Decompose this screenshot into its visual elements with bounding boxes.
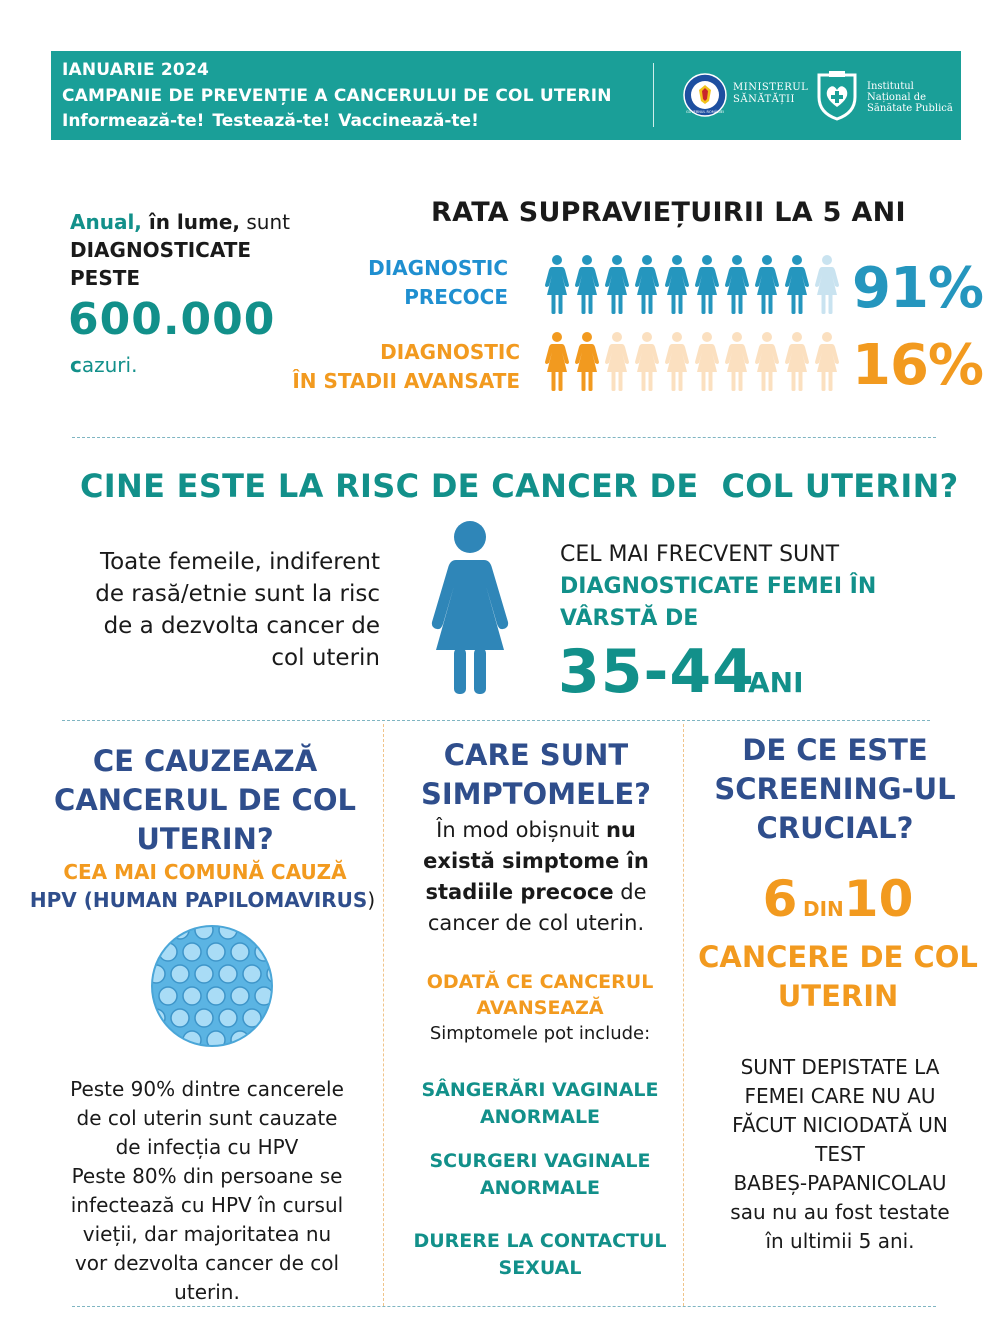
woman-icon — [575, 255, 599, 314]
virus-particle — [183, 943, 201, 961]
late-diagnosis-label — [270, 338, 520, 396]
virus-particle — [231, 987, 249, 1005]
insp-text-line-1: Institutul — [867, 81, 914, 92]
screening-text-line-5: BABEȘ-PAPANICOLAU — [733, 1171, 947, 1195]
woman-icon — [575, 332, 599, 391]
cause-line-6: vieții, dar majoritatea nu — [82, 1222, 332, 1246]
screening-text-line-7: în ultimii 5 ani. — [765, 1229, 915, 1253]
virus-particle — [243, 965, 261, 983]
annual-label: Anual, — [70, 210, 142, 234]
screening-cancers-line-2: UTERIN — [777, 979, 899, 1013]
screening-title — [690, 731, 980, 848]
divider-2 — [62, 720, 930, 721]
ministry-text-line-1: MINISTERUL — [733, 82, 809, 93]
intro-no-symptoms: există simptome în — [423, 849, 649, 873]
header-date: IANUARIE 2024 — [62, 60, 210, 80]
risk-left-line-4: col uterin — [271, 645, 380, 671]
symptoms-include: Simptomele pot include: — [429, 1023, 651, 1044]
insp-text-line-3: Sănătate Publică — [867, 103, 953, 114]
in-world-label: în lume, — [141, 210, 241, 234]
advance-line-2: AVANSEAZĂ — [476, 997, 604, 1019]
early-survival-pictogram — [540, 255, 842, 317]
symptom-pain-line-2: SEXUAL — [498, 1257, 582, 1279]
early-survival-percent: 91% — [852, 256, 984, 321]
screening-text-line-3: FĂCUT NICIODATĂ UN — [732, 1113, 948, 1137]
symptoms-title — [390, 736, 682, 814]
cause-title-line-2: CANCERUL DE COL — [54, 783, 356, 817]
screening-ratio — [690, 870, 986, 928]
woman-icon — [665, 255, 689, 314]
header-slogan: Informează-te! Testează-te! Vaccinează-te! — [62, 111, 479, 131]
late-label-line-2: ÎN STADII AVANSATE — [292, 369, 520, 393]
virus-particle — [171, 965, 189, 983]
age-diagnosed-line: DIAGNOSTICATE FEMEI ÎN — [560, 574, 877, 599]
virus-particle — [207, 987, 225, 1005]
cause-title-line-1: CE CAUZEAZĂ — [92, 744, 318, 778]
woman-figure-icon — [430, 520, 510, 696]
early-label-line-2: PRECOCE — [404, 285, 508, 309]
intro-normal: În mod obișnuit — [436, 818, 606, 842]
woman-icon — [545, 332, 569, 391]
seal-ring-text: GUVERNUL ROMÂNIEI — [685, 110, 725, 114]
age-text-block — [560, 539, 876, 635]
cause-line-2: de col uterin sunt cauzate — [76, 1106, 338, 1130]
header-divider — [653, 63, 654, 127]
screening-title-line-3: CRUCIAL? — [756, 811, 914, 845]
annual-cases-number: 600.000 — [68, 294, 276, 345]
cause-line-8: uterin. — [174, 1280, 240, 1304]
woman-icon — [785, 255, 809, 314]
woman-icon — [785, 332, 809, 391]
virus-particle — [219, 1009, 237, 1027]
cause-line-1: Peste 90% dintre cancerele — [70, 1077, 344, 1101]
symptoms-title-line-1: CARE SUNT — [443, 738, 629, 772]
ministry-text-line-2: SĂNĂTĂȚII — [733, 94, 795, 105]
woman-icon — [635, 332, 659, 391]
woman-icon — [725, 332, 749, 391]
government-seal-icon — [683, 73, 727, 117]
virus-particle — [267, 1009, 274, 1027]
cause-title-line-3: UTERIN? — [136, 822, 274, 856]
cause-subtitle: CEA MAI COMUNĂ CAUZĂ — [63, 860, 347, 884]
symptoms-intro — [390, 815, 682, 939]
survival-title: RATA SUPRAVIEȚUIRII LA 5 ANI — [431, 197, 906, 228]
screening-text-line-1: SUNT DEPISTATE LA — [740, 1055, 940, 1079]
hpv-paren: ) — [367, 888, 376, 912]
ministry-logo-text — [733, 82, 808, 106]
virus-particle — [195, 1009, 213, 1027]
symptom-pain — [390, 1228, 690, 1282]
virus-particle — [171, 1009, 189, 1027]
intro-no: nu — [605, 818, 636, 842]
ratio-ten: 10 — [843, 870, 914, 928]
insp-text-line-2: Național de — [867, 92, 927, 103]
symptom-discharge-line-2: ANORMALE — [479, 1177, 601, 1199]
risk-left-line-1: Toate femeile, indiferent — [99, 549, 380, 575]
are-label: sunt — [240, 210, 291, 234]
advance-label — [390, 969, 690, 1021]
screening-title-line-2: SCREENING-UL — [714, 772, 956, 806]
annual-cases-block — [70, 208, 290, 292]
ratio-of: DIN — [803, 897, 844, 921]
screening-title-line-1: DE CE ESTE — [742, 733, 928, 767]
screening-cancers-line-1: CANCERE DE COL — [698, 940, 978, 974]
cases-label-rest: azuri. — [81, 353, 138, 377]
early-diagnosis-label — [340, 254, 508, 312]
advance-line-1: ODATĂ CE CANCERUL — [426, 971, 654, 993]
column-divider-1 — [383, 724, 384, 1306]
age-intro-line: CEL MAI FRECVENT SUNT — [560, 542, 840, 567]
virus-particle — [195, 965, 213, 983]
woman-icon — [815, 255, 839, 314]
woman-icon — [665, 332, 689, 391]
cause-line-5: infectează cu HPV în cursul — [70, 1193, 344, 1217]
woman-icon — [605, 255, 629, 314]
virus-particle — [219, 965, 237, 983]
divider-1 — [72, 437, 936, 438]
cause-paragraph — [42, 1075, 372, 1307]
cause-title — [30, 742, 380, 859]
late-label-line-1: DIAGNOSTIC — [380, 340, 520, 364]
woman-icon — [635, 255, 659, 314]
cases-label-initial: c — [70, 353, 82, 377]
symptoms-title-line-2: SIMPTOMELE? — [420, 777, 651, 811]
virus-particle — [207, 943, 225, 961]
ratio-six: 6 — [762, 870, 798, 928]
woman-icon — [545, 255, 569, 314]
late-survival-percent: 16% — [852, 333, 984, 398]
symptom-bleeding-line-2: ANORMALE — [479, 1106, 601, 1128]
symptom-pain-line-1: DURERE LA CONTACTUL — [413, 1230, 667, 1252]
over-label: PESTE — [70, 266, 141, 290]
header-campaign-title: CAMPANIE DE PREVENȚIE A CANCERULUI DE COL UTERIN — [62, 86, 612, 106]
woman-icon — [725, 255, 749, 314]
cause-line-3: de infecția cu HPV — [115, 1135, 299, 1159]
woman-icon — [815, 332, 839, 391]
screening-text-line-6: sau nu au fost testate — [730, 1200, 950, 1224]
symptom-bleeding-line-1: SÂNGERĂRI VAGINALE — [421, 1079, 659, 1101]
early-label-line-1: DIAGNOSTIC — [368, 256, 508, 280]
symptom-bleeding — [390, 1077, 690, 1131]
cause-line-7: vor dezvolta cancer de col — [74, 1251, 340, 1275]
virus-particle — [231, 943, 249, 961]
intro-of: de — [613, 880, 647, 904]
intro-early-stages: stadiile precoce — [425, 880, 614, 904]
header-banner — [51, 51, 961, 140]
risk-title: CINE ESTE LA RISC DE CANCER DE COL UTERIN? — [80, 467, 959, 505]
hpv-name: HPV (HUMAN PAPILOMAVIRUS — [29, 888, 368, 912]
hpv-name-line — [20, 888, 385, 912]
risk-left-line-2: de rasă/etnie sunt la risc — [95, 581, 380, 607]
divider-3 — [72, 1306, 936, 1307]
woman-icon — [605, 332, 629, 391]
virus-particle — [183, 987, 201, 1005]
woman-icon — [695, 332, 719, 391]
intro-cervical-cancer: cancer de col uterin. — [427, 911, 645, 935]
virus-particle — [159, 987, 177, 1005]
cases-label — [70, 353, 137, 377]
woman-icon — [755, 255, 779, 314]
insp-logo-text — [867, 81, 953, 114]
insp-shield-icon — [815, 69, 859, 121]
virus-particle — [150, 924, 165, 939]
age-range: 35-44 — [558, 637, 755, 707]
age-of-line: VÂRSTĂ DE — [560, 606, 699, 631]
woman-icon — [695, 255, 719, 314]
woman-icon — [755, 332, 779, 391]
symptom-discharge-line-1: SCURGERI VAGINALE — [429, 1150, 651, 1172]
symptom-discharge — [390, 1148, 690, 1202]
virus-particle — [267, 924, 274, 939]
screening-cancers — [690, 938, 986, 1016]
screening-text-line-2: FEMEI CARE NU AU — [744, 1084, 936, 1108]
hpv-virus-icon — [150, 924, 274, 1048]
late-survival-pictogram — [540, 332, 842, 394]
diagnosed-label: DIAGNOSTICATE — [70, 238, 252, 262]
risk-all-women-text — [60, 546, 380, 674]
risk-left-line-3: de a dezvolta cancer de — [103, 613, 380, 639]
cause-line-4: Peste 80% din persoane se — [71, 1164, 343, 1188]
screening-text — [690, 1053, 990, 1256]
screening-text-line-4: TEST — [815, 1142, 865, 1166]
age-unit: ANI — [748, 666, 804, 699]
virus-particle — [255, 1031, 273, 1048]
